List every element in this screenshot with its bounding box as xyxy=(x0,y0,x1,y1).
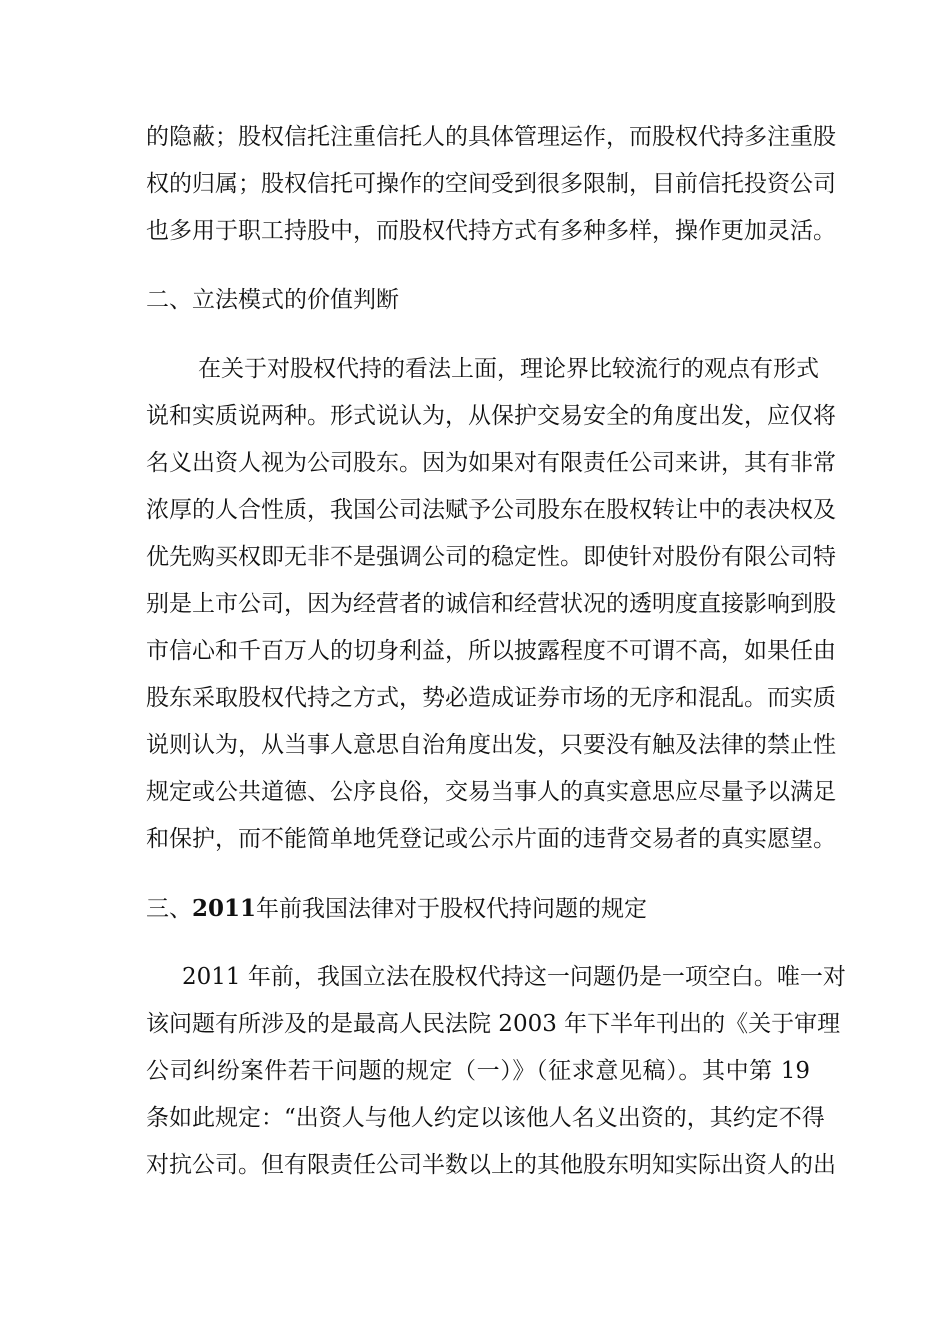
paragraph-2-line-1: 在关于对股权代持的看法上面，理论界比较流行的观点有形式 xyxy=(198,356,819,382)
paragraph-1-line-2: 权的归属；股权信托可操作的空间受到很多限制，目前信托投资公司 xyxy=(146,171,836,197)
paragraph-3-line-5: 对抗公司。但有限责任公司半数以上的其他股东明知实际出资人的出 xyxy=(146,1152,836,1178)
paragraph-2-line-7: 市信心和千百万人的切身利益，所以披露程度不可谓不高，如果任由 xyxy=(146,638,836,664)
paragraph-2-line-8: 股东采取股权代持之方式，势必造成证券市场的无序和混乱。而实质 xyxy=(146,685,836,711)
paragraph-3-line-4: 条如此规定：“出资人与他人约定以该他人名义出资的，其约定不得 xyxy=(146,1105,825,1131)
section-heading-3-year: 2011 xyxy=(192,895,257,922)
paragraph-2-line-5: 优先购买权即无非不是强调公司的稳定性。即使针对股份有限公司特 xyxy=(146,544,836,570)
paragraph-3-line-3: 公司纠纷案件若干问题的规定（一）》（征求意见稿）。其中第 19 xyxy=(146,1058,810,1084)
paragraph-1-line-3: 也多用于职工持股中，而股权代持方式有多种多样，操作更加灵活。 xyxy=(146,218,836,244)
paragraph-2-line-4: 浓厚的人合性质，我国公司法赋予公司股东在股权转让中的表决权及 xyxy=(146,497,836,523)
paragraph-3-line-1: 2011 年前，我国立法在股权代持这一问题仍是一项空白。唯一对 xyxy=(182,964,846,990)
paragraph-2-line-11: 和保护，而不能简单地凭登记或公示片面的违背交易者的真实愿望。 xyxy=(146,826,836,852)
paragraph-2-line-6: 别是上市公司，因为经营者的诚信和经营状况的透明度直接影响到股 xyxy=(146,591,836,617)
paragraph-2-line-9: 说则认为，从当事人意思自治角度出发，只要没有触及法律的禁止性 xyxy=(146,732,836,758)
document-body xyxy=(146,114,846,1189)
paragraph-2-line-2: 说和实质说两种。形式说认为，从保护交易安全的角度出发，应仅将 xyxy=(146,403,836,429)
paragraph-3-line-2: 该问题有所涉及的是最高人民法院 2003 年下半年刊出的《关于审理 xyxy=(146,1011,841,1037)
section-heading-2: 二、立法模式的价值判断 xyxy=(146,287,399,313)
section-heading-3 xyxy=(146,885,810,932)
paragraph-2-line-3: 名义出资人视为公司股东。因为如果对有限责任公司来讲，其有非常 xyxy=(146,450,836,476)
section-heading-3-prefix: 三、 xyxy=(146,896,192,922)
section-heading-3-suffix: 年前我国法律对于股权代持问题的规定 xyxy=(256,896,648,922)
paragraph-2-line-10: 规定或公共道德、公序良俗，交易当事人的真实意思应尽量予以满足 xyxy=(146,779,836,805)
paragraph-1-line-1: 的隐蔽；股权信托注重信托人的具体管理运作，而股权代持多注重股 xyxy=(146,124,836,150)
